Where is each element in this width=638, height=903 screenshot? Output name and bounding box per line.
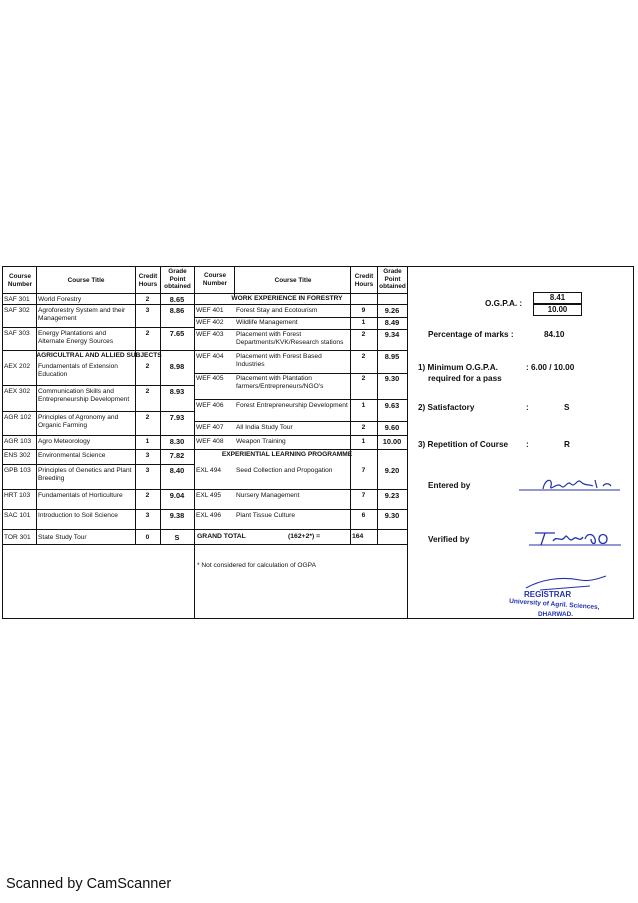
left-row-border [2, 509, 194, 510]
mid-row-credit: 9 [361, 307, 366, 314]
scanner-credit: Scanned by CamScanner [6, 876, 172, 892]
mid-row-border [194, 489, 407, 490]
mid-row-title: Placement with Plantation farmers/Entrepreneurs/NGO's [236, 375, 324, 390]
satisfactory-value: S [564, 403, 570, 412]
left-row-credit: 2 [145, 296, 150, 303]
divider-left-credit [160, 266, 161, 544]
repetition-sep: : [526, 440, 529, 449]
left-row-title: Environmental Science [38, 452, 106, 459]
left-row-border [2, 385, 194, 386]
divider-left-code [36, 266, 37, 544]
mid-band-work-experience: WORK EXPERIENCE IN FORESTRY [231, 295, 343, 302]
left-row-border [2, 529, 194, 530]
left-row-border [2, 464, 194, 465]
divider-mid-title [350, 266, 351, 544]
mid-row-code: EXL 494 [196, 467, 222, 474]
mid-row-grade: 10.00 [382, 437, 402, 446]
mid-row-credit: 2 [361, 353, 366, 360]
divider-left-grade [194, 266, 195, 619]
table-right-border [633, 266, 634, 619]
left-row-code: AEX 302 [4, 388, 31, 395]
mid-row-credit: 2 [361, 331, 366, 338]
left-row-grade: 8.65 [169, 295, 185, 304]
left-row-border [2, 411, 194, 412]
mid-row-title: Weapon Training [236, 438, 286, 445]
left-row-title: Fundamentals of Horticulture [38, 492, 123, 499]
left-row-border [2, 350, 194, 351]
mid-row-border [194, 399, 407, 400]
satisfactory-sep: : [526, 403, 529, 412]
divider-left-title [135, 266, 136, 544]
ogpa-footnote: * Not considered for calculation of OGPA [197, 562, 316, 569]
left-row-grade: 8.93 [169, 387, 185, 396]
grand-total-bottom [2, 544, 407, 545]
left-row-code: SAC 101 [4, 512, 31, 519]
header-bottom-border [2, 293, 407, 294]
mid-row-grade: 9.26 [384, 306, 400, 315]
left-row-title: Communication Skills and Entrepreneurship Development [38, 388, 130, 403]
left-row-grade: 7.93 [169, 413, 185, 422]
mid-row-credit: 7 [361, 492, 366, 499]
left-row-title: Energy Plantations and Alternate Energy Sources [38, 330, 114, 345]
left-row-grade: 8.40 [169, 466, 185, 475]
mid-row-grade: 8.95 [384, 352, 400, 361]
repetition-value: R [564, 440, 570, 449]
left-row-title: Fundamentals of Extension Education [38, 363, 118, 378]
verified-by-label: Verified by [428, 535, 470, 544]
grand-total-formula: (162+2*) = [288, 533, 321, 540]
mid-row-credit: 2 [361, 375, 366, 382]
mid-row-credit: 6 [361, 512, 366, 519]
left-row-title: Introduction to Soil Science [38, 512, 118, 519]
header-credit-hours-mid: Credit Hours [354, 273, 374, 288]
mid-row-border [194, 509, 407, 510]
header-credit-hours-left: Credit Hours [138, 273, 158, 288]
left-row-code: AGR 102 [4, 414, 32, 421]
mid-row-code: WEF 405 [196, 375, 224, 382]
header-course-number-mid: Course Number [202, 272, 228, 287]
registrar-stamp-line2: University of Agril. Sciences, [508, 597, 600, 612]
minimum-ogpa-value: : 6.00 / 10.00 [526, 363, 575, 372]
left-row-title: World Forestry [38, 296, 82, 303]
table-bottom-border [2, 618, 634, 619]
mid-row-title: Placement with Forest Departments/KVK/Research stations [236, 331, 344, 346]
percentage-value: 84.10 [544, 330, 565, 339]
mid-row-border [194, 449, 407, 450]
left-row-credit: 2 [145, 414, 150, 421]
registrar-stamp-title: REGISTRAR [524, 590, 572, 599]
mid-row-title: Nursery Management [236, 492, 300, 499]
mid-row-code: EXL 496 [196, 512, 222, 519]
entered-by-signature-icon [515, 474, 625, 496]
mid-row-border [194, 435, 407, 436]
mid-row-grade: 9.20 [384, 466, 400, 475]
mid-row-credit: 7 [361, 467, 366, 474]
left-row-credit: 2 [145, 363, 150, 370]
mid-row-credit: 1 [361, 438, 366, 445]
mid-row-code: WEF 403 [196, 331, 224, 338]
percentage-label: Percentage of marks : [428, 330, 514, 339]
table-left-border [2, 266, 3, 619]
left-row-code: AEX 202 [4, 363, 31, 370]
mid-row-title: Placement with Forest Based Industries [236, 353, 322, 368]
left-row-credit: 3 [145, 512, 150, 519]
mid-row-title: Plant Tissue Culture [236, 512, 296, 519]
registrar-stamp-line3: DHARWAD. [538, 611, 574, 618]
left-row-border [2, 304, 194, 305]
mid-row-code: WEF 402 [196, 319, 224, 326]
left-row-title: Principles of Agronomy and Organic Farming [38, 414, 119, 429]
mid-row-border [194, 421, 407, 422]
mid-band-1-bottom [194, 304, 407, 305]
left-row-border [2, 489, 194, 490]
left-row-code: SAF 303 [4, 330, 30, 337]
left-row-code: SAF 301 [4, 296, 30, 303]
left-row-code: AGR 103 [4, 438, 32, 445]
mid-row-grade: 9.30 [384, 374, 400, 383]
left-row-code: SAF 302 [4, 307, 30, 314]
left-row-title: State Study Tour [38, 534, 87, 541]
mid-row-title: Forest Stay and Ecotourism [236, 307, 318, 314]
header-course-title-left: Course Title [67, 277, 105, 284]
header-course-number-left: Course Number [7, 273, 33, 288]
mid-row-grade: 9.30 [384, 511, 400, 520]
ogpa-label: O.G.P.A. : [485, 299, 523, 308]
left-row-border [2, 449, 194, 450]
left-row-grade: 8.86 [169, 306, 185, 315]
mid-row-border [194, 350, 407, 351]
header-course-title-mid: Course Title [274, 277, 312, 284]
mid-row-border [194, 317, 407, 318]
left-band-allied-subjects: AGRICULTRAL AND ALLIED SUBJECTS [36, 352, 162, 359]
mid-row-grade: 9.34 [384, 330, 400, 339]
mid-row-title: Wildlife Management [236, 319, 298, 326]
left-row-code: ENS 302 [4, 452, 31, 459]
mid-row-code: WEF 404 [196, 353, 224, 360]
left-row-credit: 0 [145, 534, 150, 541]
verified-by-signature-icon [525, 527, 625, 551]
left-row-grade: 8.98 [169, 362, 185, 371]
left-row-border [2, 327, 194, 328]
mid-row-border [194, 329, 407, 330]
mid-row-credit: 1 [361, 402, 366, 409]
left-row-grade: S [174, 533, 180, 542]
divider-mid-grade [407, 266, 408, 619]
mid-row-grade: 9.23 [384, 491, 400, 500]
grand-total-label: GRAND TOTAL [197, 533, 246, 540]
entered-by-label: Entered by [428, 481, 471, 490]
left-row-title: Agroforestry System and their Management [38, 307, 126, 322]
left-row-credit: 3 [145, 467, 150, 474]
ogpa-max-box: 10.00 [533, 304, 582, 316]
mid-row-title: Seed Collection and Propogation [236, 467, 333, 474]
mid-row-border [194, 529, 407, 530]
left-row-grade: 7.65 [169, 329, 185, 338]
left-row-code: TOR 301 [4, 534, 31, 541]
mid-row-code: EXL 495 [196, 492, 222, 499]
mid-row-grade: 9.63 [384, 401, 400, 410]
mid-row-grade: 8.49 [384, 318, 400, 327]
mid-row-code: WEF 401 [196, 307, 224, 314]
left-row-title: Principles of Genetics and Plant Breeding [38, 467, 132, 482]
repetition-label: 3) Repetition of Course [418, 440, 509, 449]
mid-row-code: WEF 408 [196, 438, 224, 445]
left-row-credit: 3 [145, 307, 150, 314]
left-row-credit: 2 [145, 388, 150, 395]
ogpa-value-box: 8.41 [533, 292, 582, 304]
mid-row-credit: 2 [361, 424, 366, 431]
mid-row-title: Forest Entrepreneurship Development [236, 402, 348, 409]
mid-row-code: WEF 406 [196, 402, 224, 409]
mid-row-grade: 9.60 [384, 423, 400, 432]
header-grade-point-left: Grade Point obtained [164, 268, 191, 291]
left-row-credit: 2 [145, 330, 150, 337]
left-row-grade: 8.30 [169, 437, 185, 446]
left-row-grade: 9.38 [169, 511, 185, 520]
minimum-ogpa-label-2: required for a pass [428, 374, 502, 383]
left-row-credit: 3 [145, 452, 150, 459]
mid-row-title: All India Study Tour [236, 424, 293, 431]
left-row-title: Agro Meteorology [38, 438, 91, 445]
mid-band-experiential: EXPERIENTIAL LEARNING PROGRAMME [221, 451, 353, 458]
left-row-credit: 2 [145, 492, 150, 499]
table-top-border [2, 266, 634, 267]
divider-mid-credit [377, 266, 378, 544]
mid-row-code: WEF 407 [196, 424, 224, 431]
left-row-code: GPB 103 [4, 467, 31, 474]
header-grade-point-mid: Grade Point obtained [379, 268, 406, 291]
grand-total-value: 164 [352, 533, 364, 540]
mid-row-credit: 1 [361, 319, 366, 326]
minimum-ogpa-label: 1) Minimum O.G.P.A. [418, 363, 498, 372]
mid-row-border [194, 373, 407, 374]
left-row-code: HRT 103 [4, 492, 31, 499]
left-row-grade: 7.82 [169, 451, 185, 460]
left-row-credit: 1 [145, 438, 150, 445]
left-row-grade: 9.04 [169, 491, 185, 500]
satisfactory-label: 2) Satisfactory [418, 403, 475, 412]
left-row-border [2, 435, 194, 436]
